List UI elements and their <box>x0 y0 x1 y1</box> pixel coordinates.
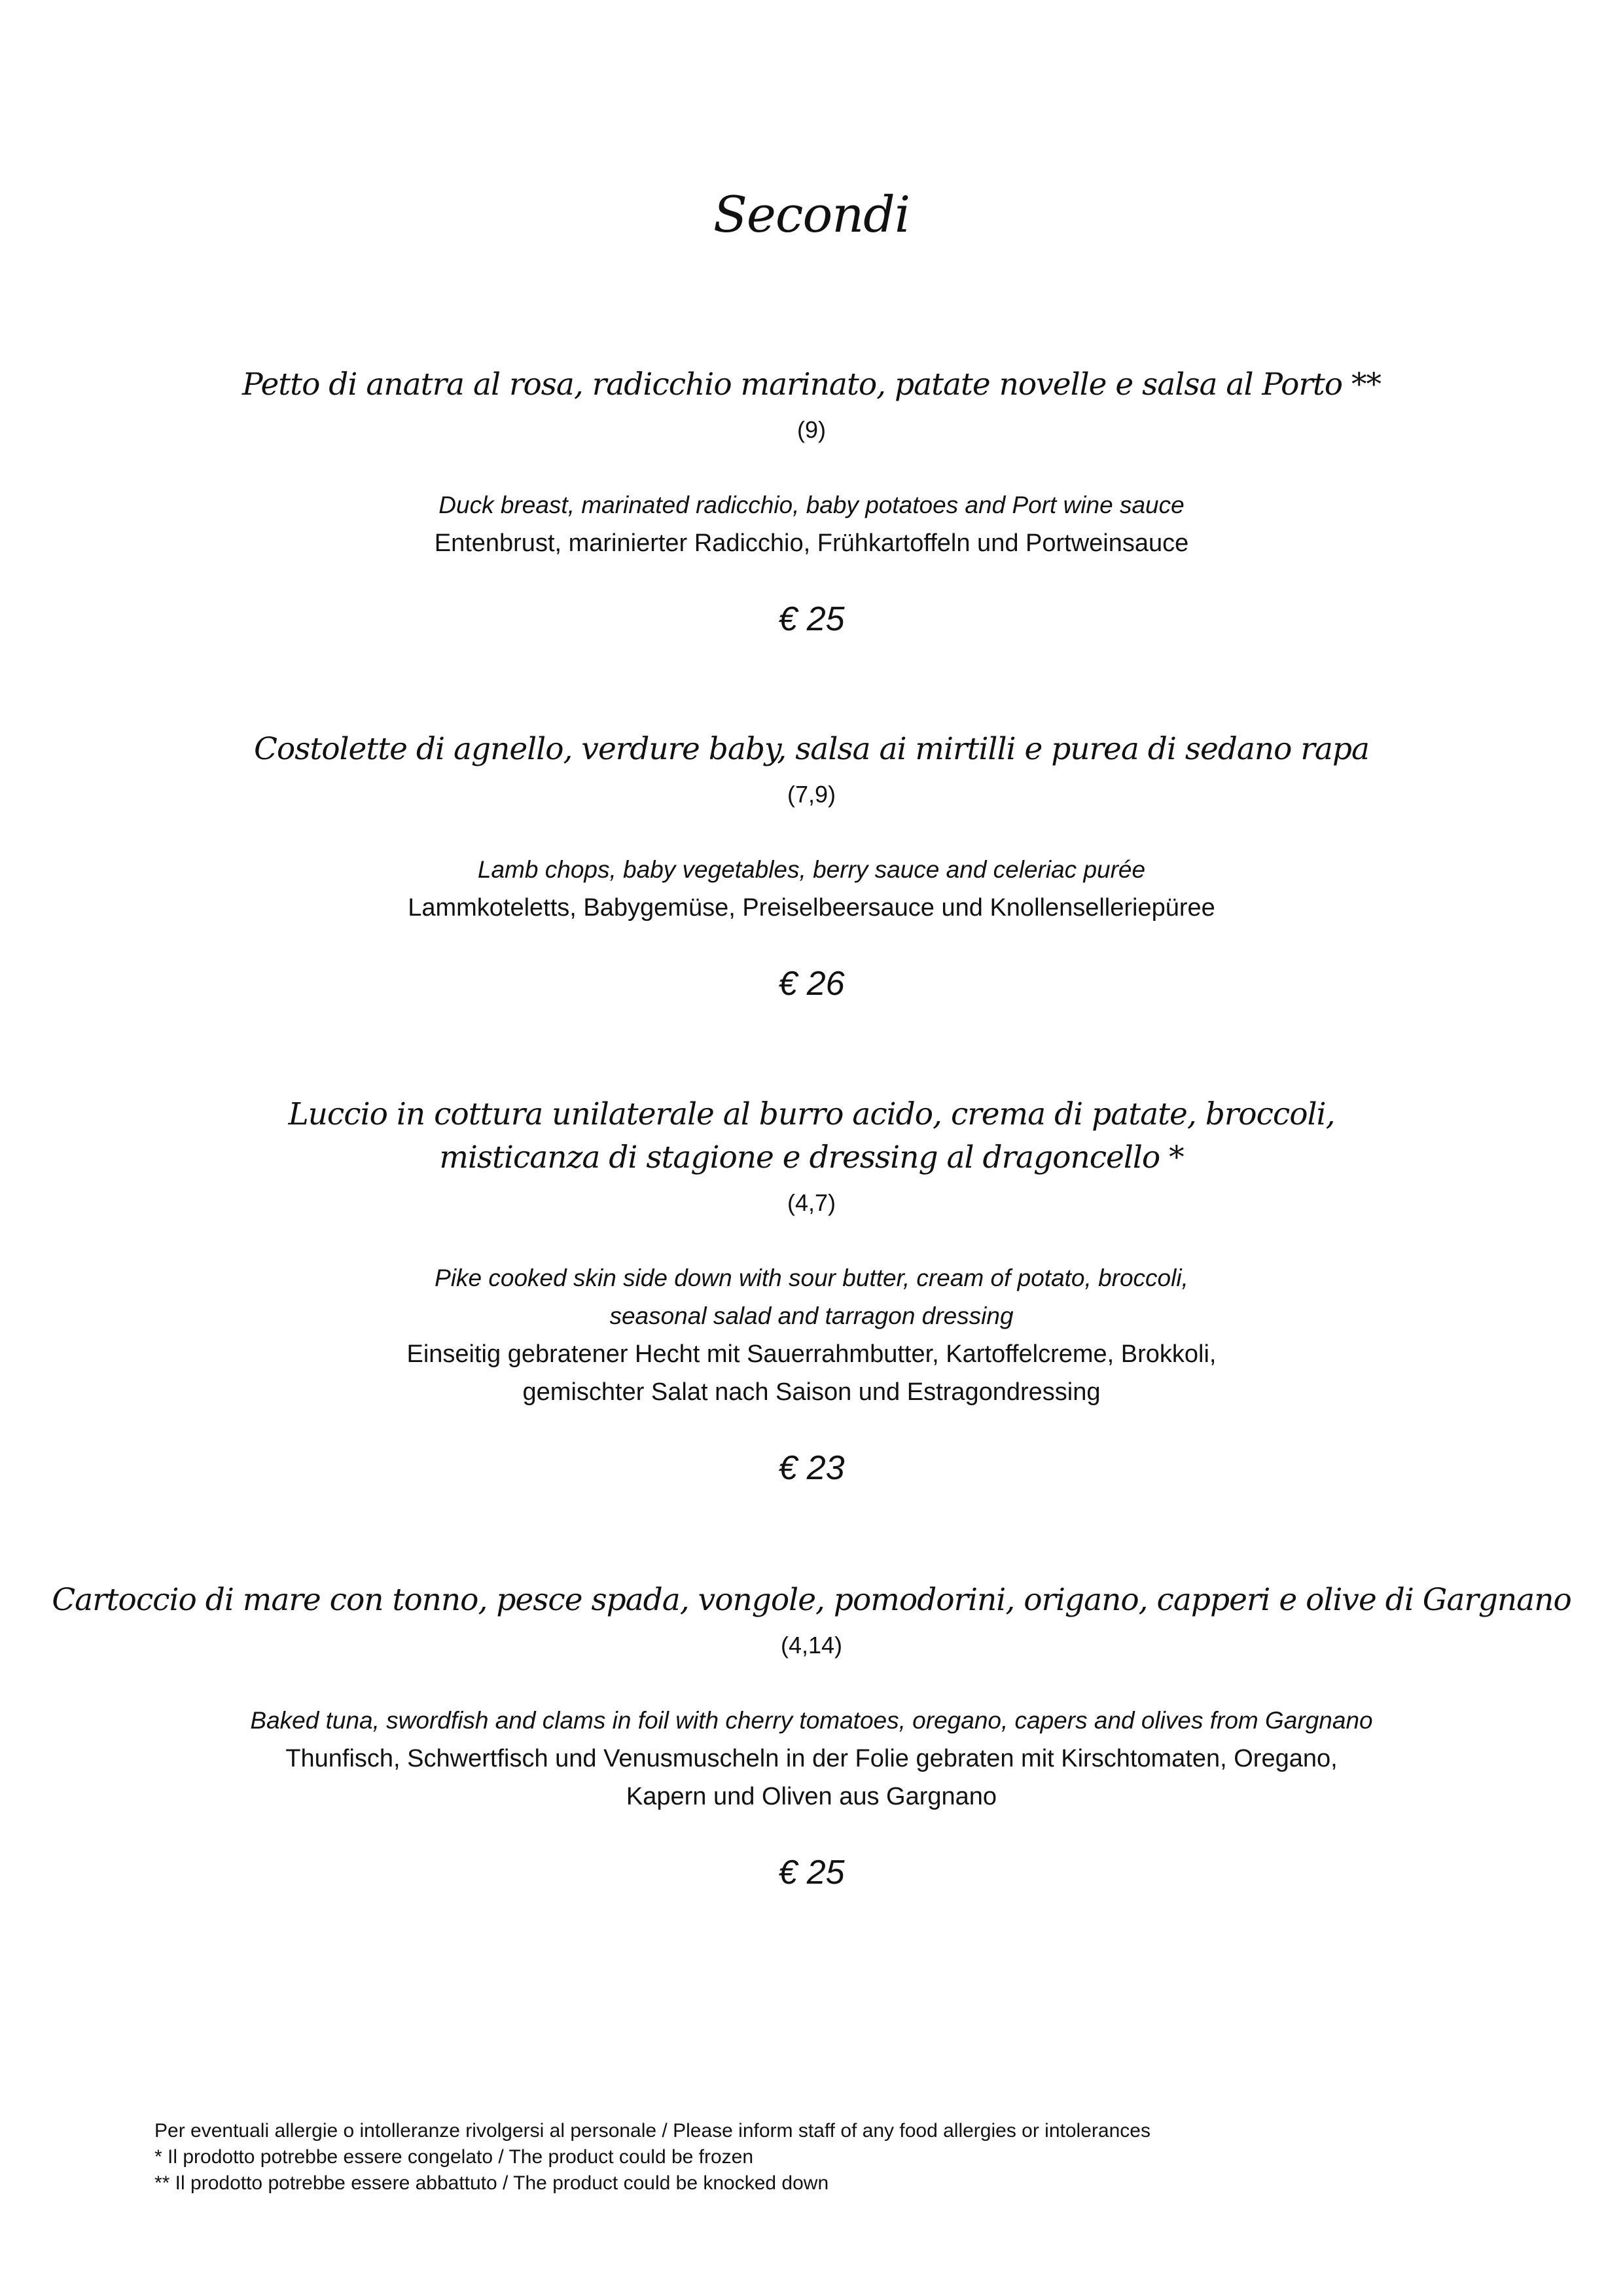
allergy-note: Per eventuali allergie o intolleranze rivolgersi al personale / Please inform staff of any food allergies or intolerances <box>154 2120 1150 2142</box>
description-english: Lamb chops, baby vegetables, berry sauce and celeriac purée <box>477 856 1146 883</box>
description-german-line-2: Kapern und Oliven aus Gargnano <box>626 1783 997 1810</box>
allergen-codes: (7,9) <box>787 781 836 808</box>
knocked-down-note: ** Il prodotto potrebbe essere abbattuto / The product could be knocked down <box>154 2172 829 2194</box>
allergy-footer <box>154 2118 1150 2197</box>
dish-item <box>0 1093 1623 1491</box>
dish-price: € 25 <box>778 1854 845 1892</box>
dish-name: Petto di anatra al rosa, radicchio marinato, patate novelle e salsa al Porto ** <box>241 367 1382 403</box>
dish-item <box>0 363 1623 642</box>
allergen-codes: (9) <box>797 416 826 443</box>
description-english-line-2: seasonal salad and tarragon dressing <box>609 1302 1014 1329</box>
dish-price: € 23 <box>778 1449 845 1487</box>
dish-price: € 26 <box>778 965 845 1003</box>
description-english-line-1: Pike cooked skin side down with sour butter, cream of potato, broccoli, <box>435 1265 1188 1291</box>
description-german-line-1: Einseitig gebratener Hecht mit Sauerrahmbutter, Kartoffelcreme, Brokkoli, <box>406 1340 1217 1368</box>
dish-name-line-1: Luccio in cottura unilaterale al burro acido, crema di patate, broccoli, <box>288 1096 1335 1132</box>
description-english: Duck breast, marinated radicchio, baby potatoes and Port wine sauce <box>438 492 1185 518</box>
page-title: Secondi <box>713 185 910 243</box>
dish-name: Cartoccio di mare con tonno, pesce spada, vongole, pomodorini, origano, capperi e olive di Gargnano <box>52 1582 1571 1618</box>
allergen-codes: (4,7) <box>787 1189 836 1216</box>
dish-price: € 25 <box>778 600 845 638</box>
description-german-line-2: gemischter Salat nach Saison und Estragondressing <box>522 1378 1101 1406</box>
description-german: Lammkoteletts, Babygemüse, Preiselbeersauce und Knollenselleriepüree <box>408 894 1215 922</box>
description-german-line-1: Thunfisch, Schwertfisch und Venusmuscheln in der Folie gebraten mit Kirschtomaten, Oregano, <box>285 1745 1338 1772</box>
description-english: Baked tuna, swordfish and clams in foil with cherry tomatoes, oregano, capers and olives from Gargnano <box>250 1707 1373 1734</box>
dish-item <box>0 728 1623 1007</box>
description-german: Entenbrust, marinierter Radicchio, Frühkartoffeln und Portweinsauce <box>434 529 1189 557</box>
allergen-codes: (4,14) <box>780 1632 843 1659</box>
frozen-note: * Il prodotto potrebbe essere congelato / The product could be frozen <box>154 2146 754 2168</box>
dish-item <box>0 1579 1623 1895</box>
dish-name-line-2: misticanza di stagione e dressing al dragoncello * <box>439 1139 1184 1175</box>
dish-name: Costolette di agnello, verdure baby, salsa ai mirtilli e purea di sedano rapa <box>253 731 1370 767</box>
